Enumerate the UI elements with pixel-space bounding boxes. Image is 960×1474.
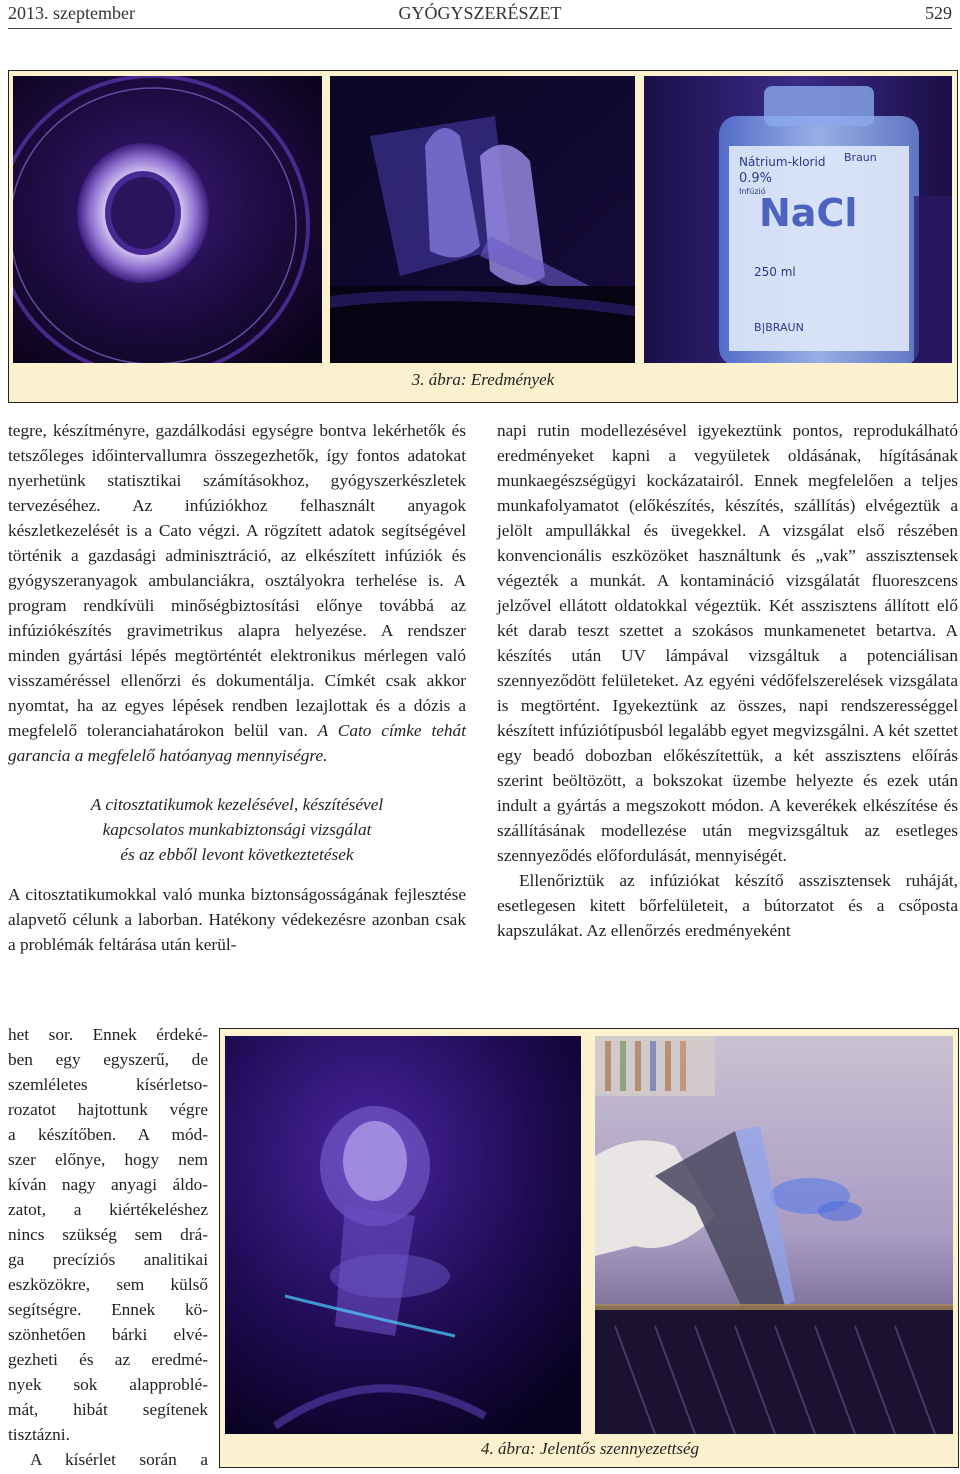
left-p1-text: tegre, készítményre, gazdálkodási egységre bontva lekérhetők és tetszőleges időintervallumra összegezhetők, így fontos adatokat nyerhetünk statisztikai számításokhoz, gyógyszerkészletek tervezéséhez. Az infúziókhoz felhasznált anyagok készletkezelését is a Cato végzi. A rögzített adatok segítségével történik a gazdasági adminisztráció, az elkészített infúziók és gyógyszeranyagok ambulanciákra, osztályokra terhelése is. A program rendkívüli minőségbiztosítási előnye továbbá az infúziókészítés gravimetrikus alapra helyezése. A rendszer minden gyártási lépés megtörténtét elektronikus mérlegen való visszaméréssel ellenőrzi és dokumentálja. Címkét csak akkor nyomtat, ha az egyes lépések rendben lezajlottak és a dózis a megfelelő toleranciahatárokon belül van. — [8, 421, 466, 740]
bottle-label-volume: 250 ml — [754, 265, 796, 279]
petri-dish-image — [13, 76, 322, 363]
narrow-text-line: nyek sok alapproblé- — [8, 1375, 208, 1394]
photo-nacl-bottle — [644, 76, 952, 363]
header-date: 2013. szeptember — [8, 3, 135, 23]
photo-uv-glove — [225, 1036, 581, 1434]
left-narrow-column — [8, 1022, 208, 1472]
photo-laminar-box — [595, 1036, 953, 1434]
figure-4 — [219, 1028, 959, 1468]
narrow-text-line: eszközökre, sem külső — [8, 1275, 208, 1294]
subheading-line-1: A citosztatikumok kezelésével, készítésével — [90, 795, 384, 814]
figure-3-caption: 3. ábra: Eredmények — [411, 370, 555, 389]
right-column — [497, 418, 958, 943]
subheading-line-2: kapcsolatos munkabiztonsági vizsgálat — [102, 820, 372, 839]
left-column — [8, 418, 466, 957]
narrow-last-line: A kísérlet során a — [30, 1450, 208, 1469]
left-paragraph-2: A citosztatikumokkal való munka biztonságosságának fejlesztése alapvető célunk a laborban. Hatékony védekezésre azonban csak a problémák feltárása után kerül- — [8, 885, 466, 954]
right-paragraph-2: Ellenőriztük az infúziókat készítő asszisztensek ruháját, esetlegesen kitett bőrfelületeit, a bútorzatot és a csőposta kapszulákat. Az ellenőrzés eredményeként — [497, 871, 958, 940]
narrow-text-line: mát, hibát segítenek — [8, 1400, 208, 1419]
photo-petri-dish — [13, 76, 322, 363]
narrow-text-line: szönhetően bárki elvé- — [8, 1325, 208, 1344]
bottle-label-brand: Braun — [844, 151, 877, 164]
left-paragraph-1 — [8, 418, 466, 768]
section-subheading — [8, 792, 466, 867]
bottle-label-maker: B|BRAUN — [754, 321, 804, 334]
uv-glove-image — [225, 1036, 581, 1434]
narrow-text-line: ben egy egyszerű, de — [8, 1050, 208, 1069]
narrow-text-line: gezheti és az eredmé- — [8, 1350, 208, 1369]
subheading-line-3: és az ebből levont következtetések — [120, 845, 354, 864]
right-paragraph-1: napi rutin modellezésével igyekeztünk pontos, reprodukálható eredményeket kapni a vegyületek oldásának, hígításának munkaegészségügyi kockázatairól. Ennek megfelelően a teljes munkafolyamatot (előkészítés, készítés, szállítás) elvégeztük a jelölt ampullákkal és üvegekkel. A vizsgálat első részében konvencionális eszközöket használtunk és „vak” asszisztensek végezték a munkát. A kontamináció vizsgálatát fluoreszcens jelzővel ellátott oldatokkal végeztük. Két asszisztens állított elő két darab teszt szettet a szokásos munkamenetet betartva. A készítés után UV lámpával vizsgáltuk a potenciálisan szennyeződött felületeket. Az egyéni védőfelszerelések vizsgálata is megtörtént. Igyekeztünk az összes, napi rendszerességgel készített infúziótípusból legalább egyet megvizsgálni. A két szettet egy beadó dobozban előkészítettük, a két asszisztens előírás szerint beöltözött, a bokszokat üzembe helyezte és ezek után indult a gyártás a megszokott módon. A keverékek elkészítése és szállításának modellezése után megvizsgáltuk az esetleges szennyeződés előfordulását, mennyiségét. — [497, 421, 958, 865]
narrow-text-line: szemléletes kísérletso- — [8, 1075, 208, 1094]
narrow-text-line: rozatot hajtottunk végre — [8, 1100, 208, 1119]
figure-4-caption: 4. ábra: Jelentős szennyezettség — [480, 1439, 700, 1458]
narrow-text-line: tisztázni. — [8, 1425, 70, 1444]
left-p1-italic: A Cato címke tehát garancia a megfelelő hatóanyag mennyiségre. — [8, 721, 466, 765]
header-page-number: 529 — [925, 3, 952, 23]
narrow-text-line: het sor. Ennek érdeké- — [8, 1025, 208, 1044]
narrow-text-line: ga precíziós analitikai — [8, 1250, 208, 1269]
narrow-lines — [8, 1022, 208, 1447]
narrow-text-line: segítségre. Ennek kö- — [8, 1300, 208, 1319]
running-header — [8, 3, 952, 27]
laminar-box-image — [595, 1036, 953, 1434]
bottle-label-big: NaCl — [759, 191, 858, 235]
figure-3 — [8, 70, 958, 403]
bottle-label-type: Infúzió — [739, 187, 766, 196]
gloves-image — [330, 76, 635, 363]
header-journal: GYÓGYSZERÉSZET — [398, 3, 562, 23]
nacl-bottle-image — [644, 76, 952, 363]
narrow-text-line: zatot, a kiértékeléshez — [8, 1200, 208, 1219]
narrow-text-line: kíván nagy anyagi áldo- — [8, 1175, 208, 1194]
bottle-label-name: Nátrium-klorid — [739, 155, 826, 169]
bottle-label-conc: 0.9% — [739, 171, 773, 186]
narrow-text-line: a készítőben. A mód- — [8, 1125, 208, 1144]
photo-gloves — [330, 76, 635, 363]
header-rule — [8, 28, 952, 29]
narrow-text-line: nincs szükség sem drá- — [8, 1225, 208, 1244]
narrow-text-line: szer előnye, hogy nem — [8, 1150, 208, 1169]
